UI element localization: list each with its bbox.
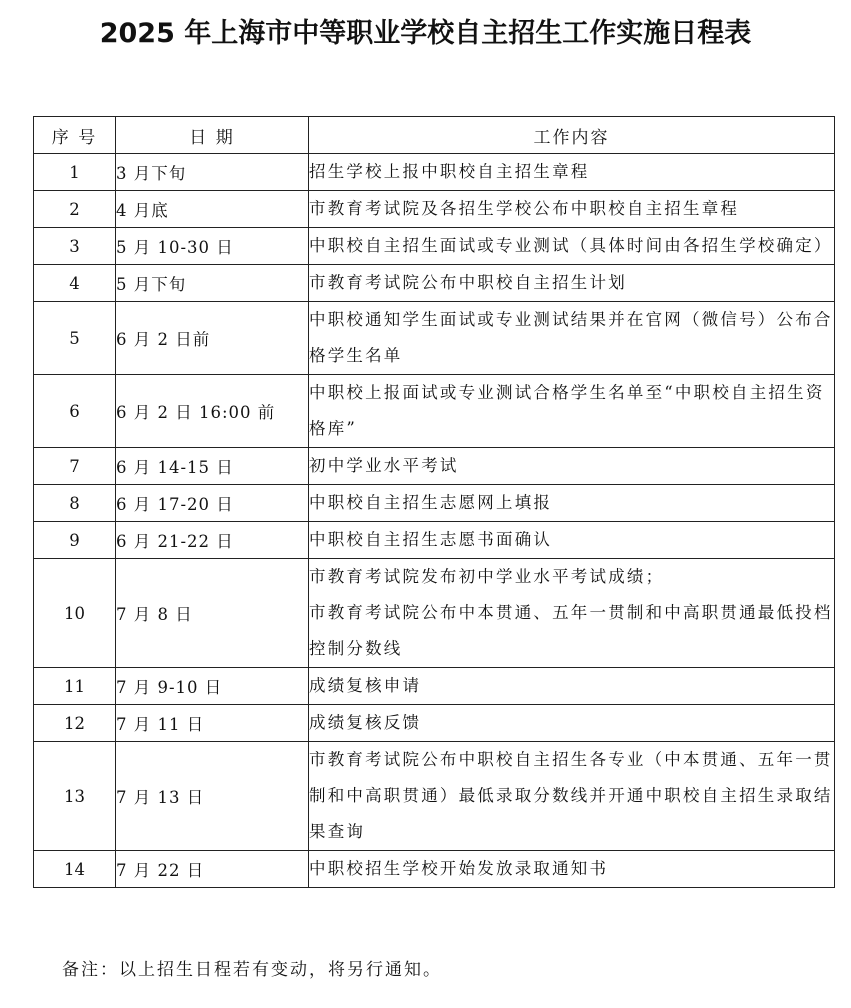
row-number: 11: [34, 668, 116, 705]
table-row: [34, 228, 835, 265]
row-date: 5 月下旬: [116, 265, 309, 302]
table-row: [34, 522, 835, 559]
row-date: 3 月下旬: [116, 154, 309, 191]
row-content-line: 市教育考试院公布中职校自主招生计划: [309, 273, 627, 292]
row-number: 4: [34, 265, 116, 302]
table-row: [34, 265, 835, 302]
row-content-line: 初中学业水平考试: [309, 456, 459, 475]
row-content-line: 中职校自主招生面试或专业测试（具体时间由各招生学校确定）: [309, 236, 833, 255]
table-row: [34, 485, 835, 522]
row-content: [309, 705, 835, 742]
row-date: 7 月 11 日: [116, 705, 309, 742]
row-content-line: 成绩复核反馈: [309, 713, 422, 732]
table-row: [34, 742, 835, 851]
row-content: [309, 448, 835, 485]
row-number: 9: [34, 522, 116, 559]
row-number: 7: [34, 448, 116, 485]
row-date: 6 月 14-15 日: [116, 448, 309, 485]
row-number: 12: [34, 705, 116, 742]
table-row: [34, 559, 835, 668]
row-content: [309, 191, 835, 228]
row-number: 6: [34, 375, 116, 448]
row-content-line: 中职校通知学生面试或专业测试结果并在官网（微信号）公布合格学生名单: [309, 310, 833, 365]
row-content: [309, 265, 835, 302]
row-content-line: 市教育考试院公布中职校自主招生各专业（中本贯通、五年一贯制和中高职贯通）最低录取分数线并开通中职校自主招生录取结果查询: [309, 750, 833, 841]
row-date: 7 月 8 日: [116, 559, 309, 668]
table-row: [34, 851, 835, 888]
table-row: [34, 448, 835, 485]
row-number: 2: [34, 191, 116, 228]
schedule-table: [33, 116, 835, 888]
row-content: [309, 668, 835, 705]
row-content: [309, 228, 835, 265]
row-content: [309, 522, 835, 559]
table-header-row: [34, 117, 835, 154]
row-number: 3: [34, 228, 116, 265]
row-date: 5 月 10-30 日: [116, 228, 309, 265]
table-row: [34, 705, 835, 742]
header-date: 日 期: [116, 117, 309, 154]
table-row: [34, 668, 835, 705]
row-content-line: 中职校自主招生志愿书面确认: [309, 530, 553, 549]
table-body: [34, 154, 835, 888]
row-number: 1: [34, 154, 116, 191]
row-content-line: 中职校招生学校开始发放录取通知书: [309, 859, 609, 878]
table-row: [34, 302, 835, 375]
page-title: 2025 年上海市中等职业学校自主招生工作实施日程表: [99, 18, 752, 49]
row-date: 6 月 2 日 16:00 前: [116, 375, 309, 448]
row-content-line: 市教育考试院发布初中学业水平考试成绩；: [309, 567, 665, 586]
row-content-line: 中职校上报面试或专业测试合格学生名单至“中职校自主招生资格库”: [309, 383, 825, 438]
table-row: [34, 191, 835, 228]
row-date: 7 月 22 日: [116, 851, 309, 888]
row-number: 5: [34, 302, 116, 375]
row-date: 7 月 13 日: [116, 742, 309, 851]
row-content-line: 招生学校上报中职校自主招生章程: [309, 162, 590, 181]
row-content-line: 市教育考试院公布中本贯通、五年一贯制和中高职贯通最低投档控制分数线: [309, 603, 833, 658]
row-content-line: 市教育考试院及各招生学校公布中职校自主招生章程: [309, 199, 740, 218]
row-content: [309, 742, 835, 851]
row-content: [309, 302, 835, 375]
row-content: [309, 485, 835, 522]
row-number: 14: [34, 851, 116, 888]
row-number: 10: [34, 559, 116, 668]
header-content: 工作内容: [309, 117, 835, 154]
row-content-line: 中职校自主招生志愿网上填报: [309, 493, 553, 512]
row-content: [309, 559, 835, 668]
row-date: 7 月 9-10 日: [116, 668, 309, 705]
row-date: 6 月 2 日前: [116, 302, 309, 375]
table-row: [34, 154, 835, 191]
row-content: [309, 375, 835, 448]
row-date: 6 月 17-20 日: [116, 485, 309, 522]
row-date: 6 月 21-22 日: [116, 522, 309, 559]
table-row: [34, 375, 835, 448]
row-content: [309, 851, 835, 888]
row-number: 13: [34, 742, 116, 851]
row-date: 4 月底: [116, 191, 309, 228]
row-content: [309, 154, 835, 191]
row-content-line: 成绩复核申请: [309, 676, 422, 695]
header-no: 序 号: [34, 117, 116, 154]
row-number: 8: [34, 485, 116, 522]
footnote: 备注：以上招生日程若有变动，将另行通知。: [62, 960, 442, 980]
